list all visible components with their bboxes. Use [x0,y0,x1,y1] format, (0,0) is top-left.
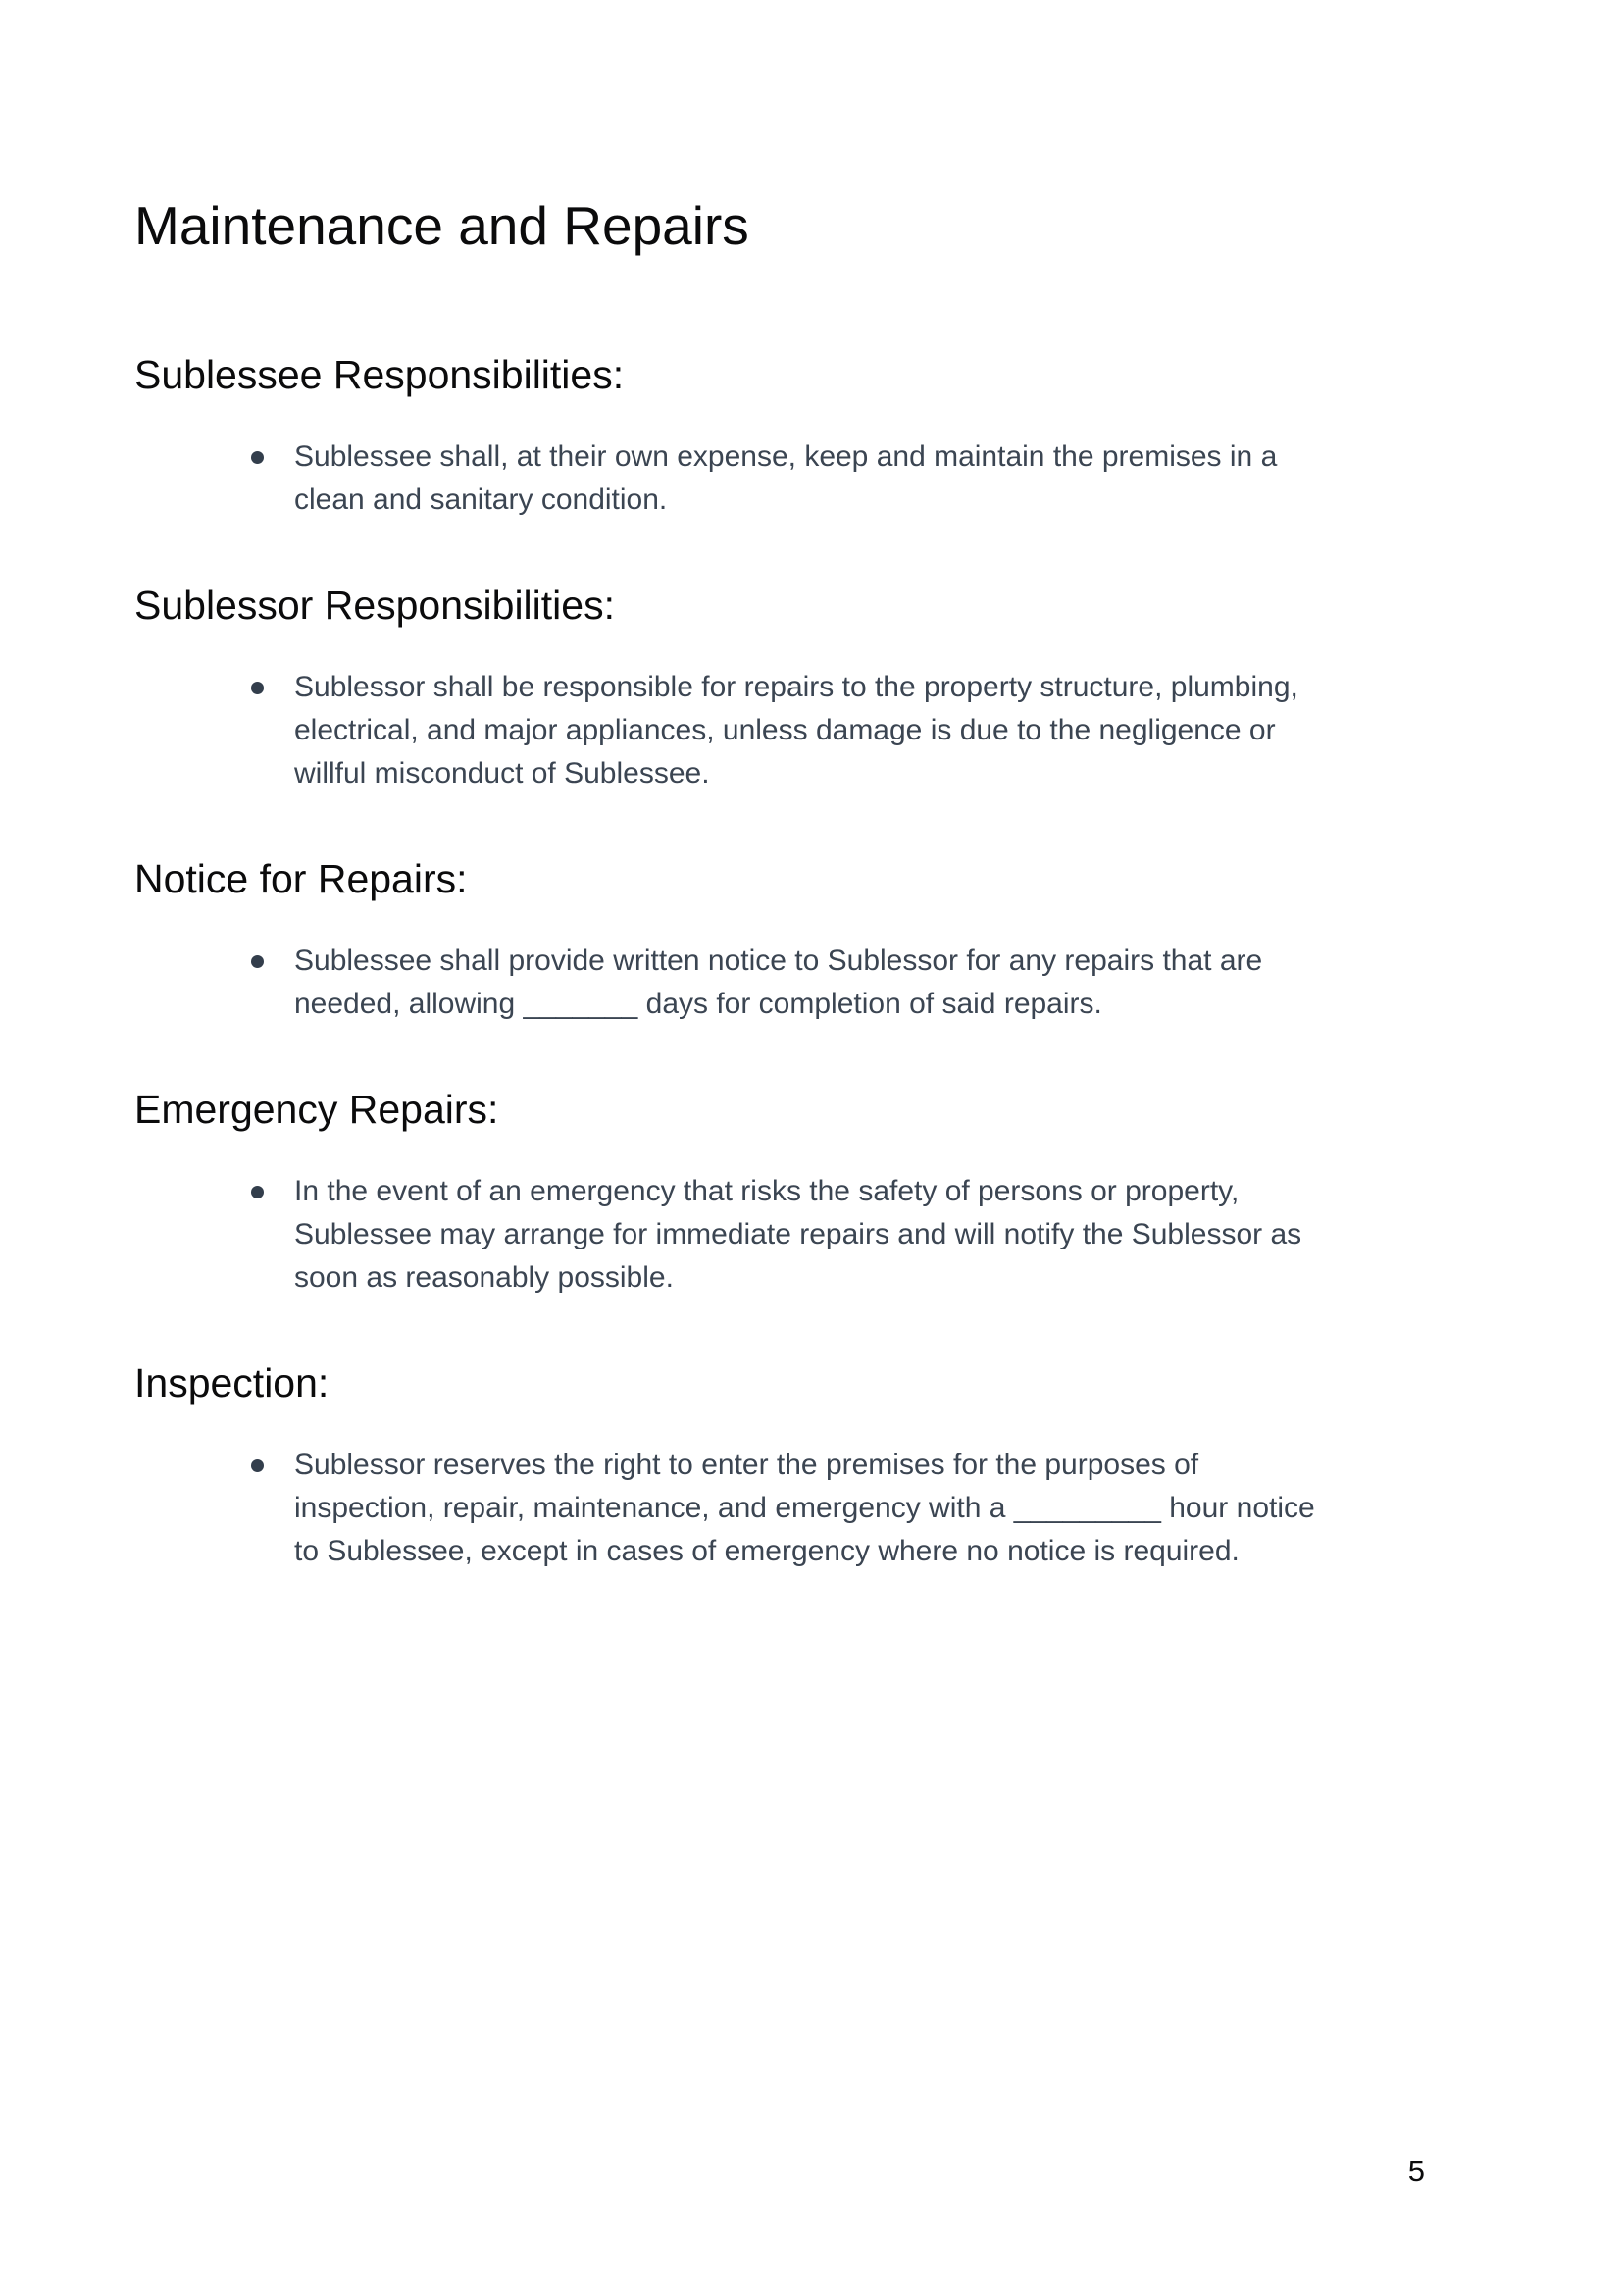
bullet-marker-icon [251,955,264,968]
bullet-line: Sublessor reserves the right to enter the premises for the purposes of [294,1449,1199,1481]
bullet-line: to Sublessee, except in cases of emergency where no notice is required. [294,1535,1240,1567]
bullet-line: Sublessee shall, at their own expense, keep and maintain the premises in a [294,440,1278,473]
list-item [294,1444,1432,1573]
sublessor-responsibilities-list [134,666,1491,795]
bullet-marker-icon [251,1459,264,1472]
notice-for-repairs-list [134,940,1491,1026]
page-title: Maintenance and Repairs [134,195,749,256]
bullet-line: Sublessor shall be responsible for repairs to the property structure, plumbing, [294,671,1298,703]
bullet-line: soon as reasonably possible. [294,1261,674,1294]
bullet-line: Sublessee shall provide written notice to Sublessor for any repairs that are [294,944,1263,977]
heading-sublessee-responsibilities: Sublessee Responsibilities: [134,352,625,397]
bullet-line: willful misconduct of Sublessee. [294,757,710,790]
heading-sublessor-responsibilities: Sublessor Responsibilities: [134,583,615,628]
bullet-line: In the event of an emergency that risks the safety of persons or property, [294,1175,1240,1207]
bullet-marker-icon [251,1186,264,1198]
bullet-line: clean and sanitary condition. [294,484,668,516]
list-item [294,1170,1432,1300]
inspection-list [134,1444,1491,1573]
bullet-line: electrical, and major appliances, unless damage is due to the negligence or [294,714,1276,746]
emergency-repairs-list [134,1170,1491,1300]
heading-inspection: Inspection: [134,1360,330,1405]
bullet-line-with-blank: needed, allowing _______ days for completion of said repairs. [294,988,1102,1020]
bullet-marker-icon [251,451,264,464]
list-item [294,940,1432,1026]
list-item [294,435,1432,522]
heading-notice-for-repairs: Notice for Repairs: [134,856,468,901]
page-number: 5 [1407,2154,1425,2188]
sublessee-responsibilities-list [134,435,1491,522]
heading-emergency-repairs: Emergency Repairs: [134,1087,499,1132]
bullet-line-with-blank: inspection, repair, maintenance, and emergency with a _________ hour notice [294,1492,1315,1524]
bullet-marker-icon [251,682,264,694]
bullet-line: Sublessee may arrange for immediate repairs and will notify the Sublessor as [294,1218,1302,1250]
list-item [294,666,1432,795]
